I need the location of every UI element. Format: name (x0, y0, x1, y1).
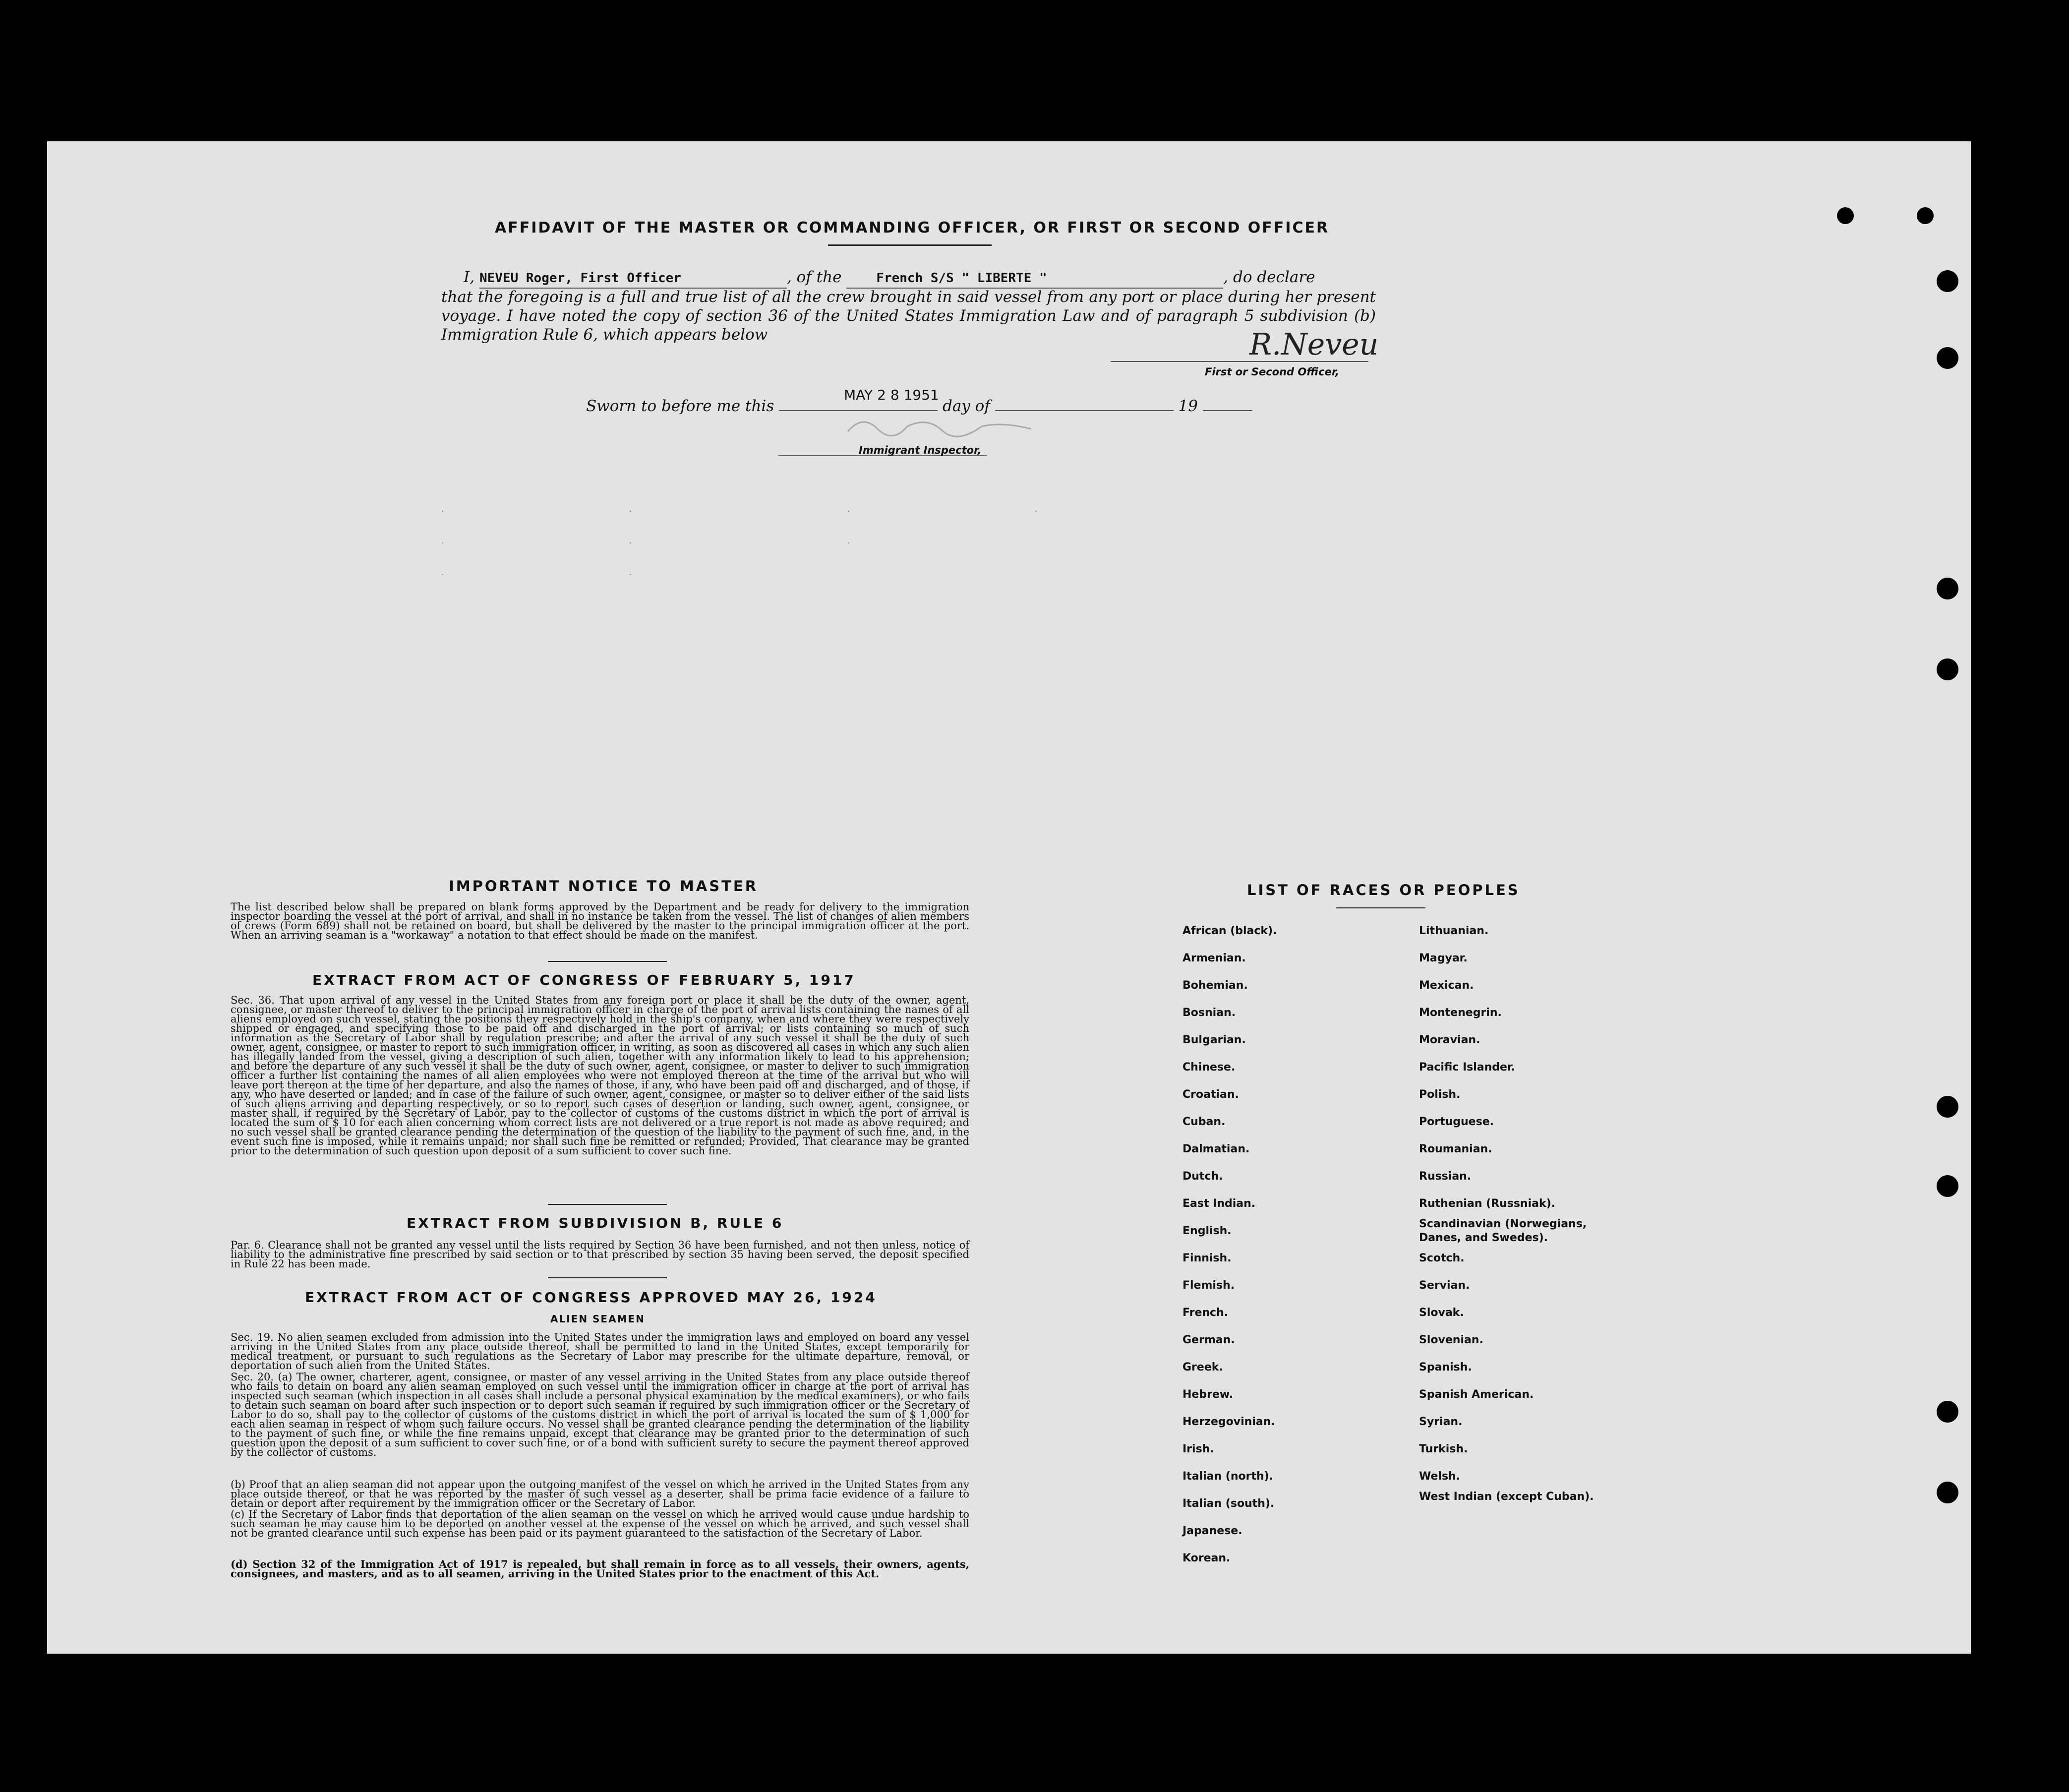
race-item: Chinese. (1182, 1061, 1236, 1074)
races-title-underline (1336, 907, 1425, 908)
extract-1924-title: EXTRACT FROM ACT OF CONGRESS APPROVED MAY 26, 1924 (305, 1289, 877, 1306)
race-item: Polish. (1419, 1088, 1461, 1101)
vessel-name: French S/S " LIBERTE " (876, 271, 1047, 286)
race-item: Pacific Islander. (1419, 1061, 1516, 1074)
race-item: Dalmatian. (1182, 1143, 1250, 1155)
punch-hole (1917, 207, 1934, 224)
race-item: Magyar. (1419, 952, 1468, 964)
blank-form-rows: · · · · · · · · · (441, 506, 1039, 580)
race-item: Roumanian. (1419, 1143, 1492, 1155)
race-item: Dutch. (1182, 1170, 1223, 1183)
race-item: Bosnian. (1182, 1007, 1236, 1019)
affidavit-title: AFFIDAVIT OF THE MASTER OR COMMANDING OFFICER, OR FIRST OR SECOND OFFICER (495, 219, 1330, 237)
race-item: Finnish. (1182, 1252, 1232, 1264)
notice-title: IMPORTANT NOTICE TO MASTER (449, 878, 759, 895)
extract-1924-sec20c: (c) If the Secretary of Labor finds that deportation of the alien seaman on the vessel on which he arrived would cause undue hardship to such seaman he may cause him to be deported on another vessel at the expense of the vessel on which he arrived, and such vessel shall not be granted clearance until such expense has been paid or its payment guaranteed to the satisfaction of the Secretary of Labor. (231, 1508, 969, 1539)
officer-name: NEVEU Roger, First Officer (479, 271, 681, 286)
punch-hole (1937, 1096, 1958, 1118)
race-item: English. (1182, 1225, 1232, 1237)
title-underline (828, 244, 992, 246)
signature: R.Neveu (1249, 327, 1379, 362)
sworn-text: Sworn to before me this (586, 397, 774, 415)
race-item: Moravian. (1419, 1034, 1480, 1046)
race-item: Scandinavian (Norwegians, Danes, and Swedes). (1419, 1218, 1587, 1244)
race-item: Slovak. (1419, 1307, 1464, 1319)
day-of-text: day of (942, 397, 990, 415)
race-item: French. (1182, 1307, 1229, 1319)
race-item: Cuban. (1182, 1116, 1226, 1128)
race-item: Syrian. (1419, 1416, 1463, 1428)
extract-1924-sec19: Sec. 19. No alien seamen excluded from admission into the United States under the immigration laws and employed on board any vessel arriving in the United States from any place outside thereof, shall be permitted to land in the United States, except temporarily for medical treatment, or pursuant to such regulations as the Secretary of Labor may prescribe for the ultimate departure, removal, or deportation of such alien from the United States. (231, 1331, 969, 1372)
race-item: Turkish. (1419, 1443, 1468, 1455)
date-stamp: MAY 2 8 1951 (844, 387, 939, 403)
extract-1924-sec20d: (d) Section 32 of the Immigration Act of 1917 is repealed, but shall remain in force as to all vessels, their owners, agents, consignees, and masters, and as to all seamen, arriving in the United States prior to the enactment of this Act. (231, 1558, 969, 1580)
races-left-column (1182, 917, 1277, 1572)
divider (548, 1204, 667, 1205)
race-item: Servian. (1419, 1279, 1470, 1292)
extract-1917-text: Sec. 36. That upon arrival of any vessel in the United States from any foreign port or place it shall be the duty of the owner, agent, consignee, or master thereof to deliver to the principal immigration officer in charge of the port of arrival lists containing the names of all aliens employed on such vessel, stating the positions they respectively hold in the ship's company, when and where they were respectively shipped or engaged, and specifying those to be paid off and discharged in the port of arrival; or lists containing so much of such information as the Secretary of Labor shall by regulation prescribe; and after the arrival of any such vessel it shall be the duty of such owner, agent, consignee, or master to report to such immigration officer, in writing, as soon as discovered all cases in which any such alien has illegally landed from the vessel, giving a description of such alien, together with any information likely to lead to his apprehension; and before the departure of any such vessel it shall be the duty of such owner, agent, consignee, or master to deliver to such immigration officer a further list containing the names of all alien employees who were not employed thereon at the time of the arrival but who will leave port thereon at the time of her departure, and also the names of those, if any, who have been paid off and discharged, and of those, if any, who have deserted or landed; and in case of the failure of such owner, agent, consignee, or master so to deliver either of the said lists of such aliens arriving and departing respectively, or so to report such cases of desertion or landing, such owner, agent, consignee, or master shall, if required by the Secretary of Labor, pay to the collector of customs of the customs district in which the port of arrival is located the sum of $ 10 for each alien concerning whom correct lists are not delivered or a true report is not made as above required; and no such vessel shall be granted clearance pending the determination of the question of the liability to the payment of such fine, and, in the event such fine is imposed, while it remains unpaid; nor shall such fine be remitted or refunded; Provided, That clearance may be granted prior to the determination of such question upon deposit of a sum sufficient to cover such fine. (231, 994, 969, 1157)
races-right-column (1419, 917, 1627, 1517)
race-item: Mexican. (1419, 979, 1474, 992)
affidavit-line1 (464, 268, 1376, 289)
punch-hole (1937, 347, 1958, 369)
affidavit-i: I, (464, 268, 475, 286)
race-item: Italian (north). (1182, 1470, 1274, 1483)
extract-1924-sec20b: (b) Proof that an alien seaman did not appear upon the outgoing manifest of the vessel on which he arrived in the United States from any place outside thereof, or that he was reported by the master of such vessel as a deserter, shall be prima facie evidence of a failure to detain or deport after requirement by the immigration officer or the Secretary of Labor. (231, 1479, 969, 1509)
race-item: German. (1182, 1334, 1235, 1346)
punch-hole (1937, 1175, 1958, 1197)
signature-line (1111, 361, 1368, 362)
divider (548, 1277, 667, 1278)
notice-text: The list described below shall be prepared on blank forms approved by the Department and be ready for delivery to the immigration inspector boarding the vessel at the port of arrival, and shall in no instance be taken from the vessel. The list of changes of alien members of crews (Form 689) shall not be retained on board, but shall be delivered by the master to the principal immigration officer at the port. When an arriving seaman is a "workaway" a notation to that effect should be made on the manifest. (231, 901, 969, 941)
race-item: Armenian. (1182, 952, 1246, 964)
signature-caption: First or Second Officer, (1205, 366, 1340, 378)
race-item: Ruthenian (Russniak). (1419, 1197, 1556, 1210)
race-item: Bohemian. (1182, 979, 1248, 992)
affidavit-of-the: , of the (786, 268, 842, 286)
punch-hole (1937, 1482, 1958, 1503)
race-item: East Indian. (1182, 1197, 1256, 1210)
punch-hole (1937, 1401, 1958, 1423)
race-item: Russian. (1419, 1170, 1472, 1183)
inspector-signature (843, 412, 1041, 439)
punch-hole (1937, 578, 1958, 599)
race-item: Scotch. (1419, 1252, 1465, 1264)
race-item: Korean. (1182, 1552, 1231, 1564)
punch-hole (1837, 207, 1854, 224)
punch-hole (1937, 270, 1958, 292)
extract-1924-sec20a: Sec. 20. (a) The owner, charterer, agent, consignee, or master of any vessel arriving in the United States from any place outside thereof who fails to detain on board any alien seaman employed on such vessel until the immigration officer in charge at the port of arrival has inspected such seaman (which inspection in all cases shall include a personal physical examination by the medical examiners), or who fails to detain such seaman on board after such inspection or to deport such seaman if required by such immigration officer or the Secretary of Labor to do so, shall pay to the collector of customs of the customs district in which the port of arrival is located the sum of $ 1,000 for each alien seaman in respect of whom such failure occurs. No vessel shall be granted clearance pending the determination of the liability to the payment of such fine, or while the fine remains unpaid, except that clearance may be granted prior to the determination of such question upon the deposit of a sum sufficient to cover such fine, or of a bond with sufficient surety to secure the payment thereof approved by the collector of customs. (231, 1371, 969, 1458)
race-item: Greek. (1182, 1361, 1223, 1374)
punch-hole (1937, 658, 1958, 680)
inspector-caption: Immigrant Inspector, (859, 444, 982, 456)
race-item: African (black). (1182, 925, 1277, 937)
race-item: Hebrew. (1182, 1388, 1234, 1401)
race-item: West Indian (except Cuban). (1419, 1491, 1594, 1503)
race-item: Slovenian. (1419, 1334, 1483, 1346)
race-item: Irish. (1182, 1443, 1214, 1455)
race-item: Welsh. (1419, 1470, 1461, 1483)
race-item: Spanish American. (1419, 1388, 1534, 1401)
races-title: LIST OF RACES OR PEOPLES (1247, 882, 1520, 898)
race-item: Montenegrin. (1419, 1007, 1502, 1019)
race-item: Flemish. (1182, 1279, 1235, 1292)
race-item: Herzegovinian. (1182, 1416, 1275, 1428)
alien-seamen-subtitle: ALIEN SEAMEN (550, 1313, 645, 1325)
divider (548, 961, 667, 962)
race-item: Japanese. (1182, 1525, 1242, 1537)
affidavit-body: that the foregoing is a full and true list of all the crew brought in said vessel from any port or place during her present voyage. I have noted the copy of section 36 of the United States Immigration Law and of paragraph 5 subdivision (b) Immigration Rule 6, which appears below (441, 288, 1376, 344)
race-item: Bulgarian. (1182, 1034, 1246, 1046)
race-item: Lithuanian. (1419, 925, 1489, 937)
affidavit-do-declare: , do declare (1223, 268, 1315, 286)
race-item: Italian (south). (1182, 1497, 1275, 1510)
subdivision-b-text: Par. 6. Clearance shall not be granted any vessel until the lists required by Section 36 have been furnished, and not then unless, notice of liability to the administrative fine prescribed by said section or to that prescribed by section 35 having been served, the deposit specified in Rule 22 has been made. (231, 1239, 969, 1270)
year-prefix: 19 (1178, 397, 1198, 415)
extract-1917-title: EXTRACT FROM ACT OF CONGRESS OF FEBRUARY 5, 1917 (312, 972, 856, 988)
race-item: Spanish. (1419, 1361, 1472, 1374)
race-item: Croatian. (1182, 1088, 1239, 1101)
subdivision-b-title: EXTRACT FROM SUBDIVISION B, RULE 6 (407, 1215, 784, 1231)
race-item: Portuguese. (1419, 1116, 1494, 1128)
